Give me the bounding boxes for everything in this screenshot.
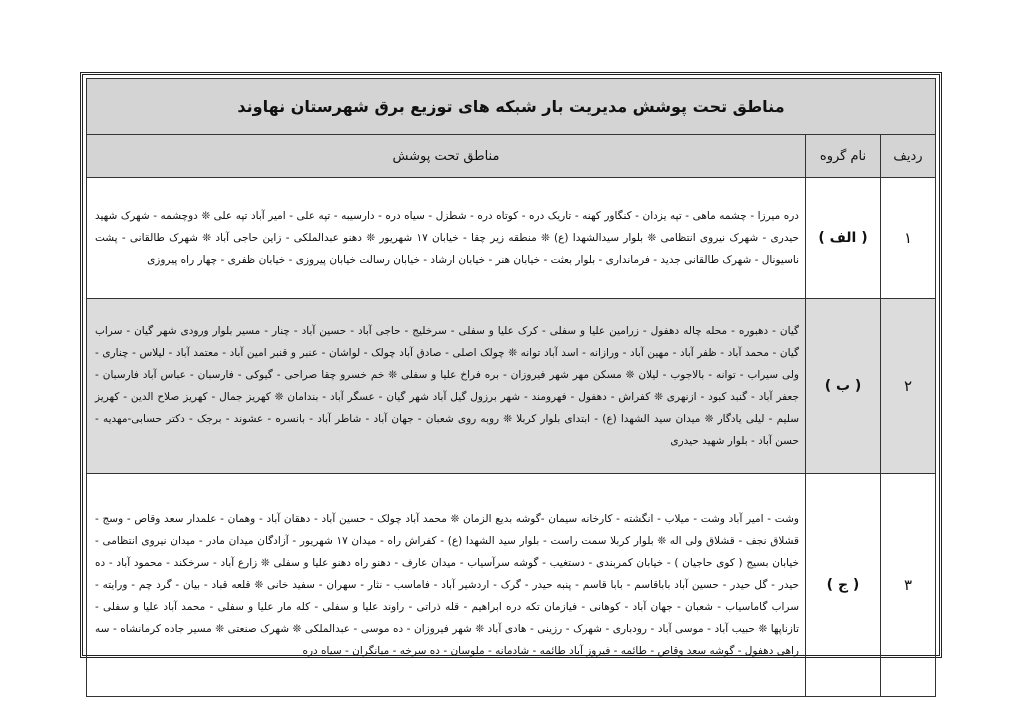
table-row <box>87 178 936 299</box>
table-row <box>87 299 936 474</box>
group-name: ( الف ) <box>806 178 881 299</box>
row-index: ۱ <box>881 178 936 299</box>
row-index: ۳ <box>881 474 936 697</box>
title-row <box>87 79 936 135</box>
header-covered-areas: مناطق تحت پوشش <box>87 135 806 178</box>
covered-areas: دره میرزا - چشمه ماهی - تپه یزدان - کنگاور کهنه - تاریک دره - کوتاه دره - شطزل - سیاه دره - دارسیبه - تپه علی - امیر آباد تپه علی ❊ دوچشمه - شهرک شهید حیدری - شهرک نیروی انتظامی ❊ بلوار سیدالشهدا (ع) ❊ منطقه زیر چقا - خیابان ۱۷ شهریور ❊ دهنو عبدالملکی - زاین حاجی آباد ❊ شهرک طالقانی - پشت ناسیونال - شهرک طالقانی جدید - فرمانداری - بلوار بعثت - خیابان هنر - خیابان ارشاد - خیابان رسالت خیابان پیروزی - خیابان ظفری - چهار راه پیروزی <box>87 178 806 299</box>
group-name: ( ب ) <box>806 299 881 474</box>
covered-areas: گیان - دهبوره - محله چاله دهفول - زرامین علیا و سفلی - کرک علیا و سفلی - سرخلیج - حاجی آباد - حسین آباد - چنار - مسیر بلوار ورودی شهر گیان - سراب گیان - محمد آباد - ظفر آباد - مهین آباد - ورازانه - اسد آباد توانه ❊ چولک اصلی - صادق آباد چولک - لواشان - عنبر و قنبر امین آباد - معتمد آباد - لیلاس - چناری - ولی سیراب - توانه - بالاجوب - لیلان ❊ مسکن مهر شهر فیروزان - بره فراخ علیا و سفلی ❊ خم خسرو چقا صراحی - گیوکی - فارسبان - عباس آباد فارسبان - جعفر آباد - گنبد کبود - ازنهری ❊ کفراش - دهفول - فهرومند - شهر برزول گیل آباد شهر گیان - عسگر آباد - بندامان ❊ کهریز جمال - کهریز صلاح الدین - کهریز سلیم - لیلی یادگار ❊ میدان سید الشهدا (ع) - ابتدای بلوار کربلا ❊ روبه روی شعبان - جهان آباد - شاطر آباد - بانسره - عشوند - برجک - دکتر حسابی-مهدیه - حسن آباد - بلوار شهید حیدری <box>87 299 806 474</box>
header-row <box>87 135 936 178</box>
coverage-table <box>86 78 936 697</box>
header-group-name: نام گروه <box>806 135 881 178</box>
header-row-number: ردیف <box>881 135 936 178</box>
document-frame <box>80 72 942 658</box>
group-name: ( ج ) <box>806 474 881 697</box>
table-row <box>87 474 936 697</box>
table-title: مناطق تحت پوشش مدیریت بار شبکه های توزیع برق شهرستان نهاوند <box>87 79 936 135</box>
covered-areas: وشت - امیر آباد وشت - میلاب - انگشته - کارخانه سیمان -گوشه بدیع الزمان ❊ محمد آباد چولک - حسین آباد - دهقان آباد - وهمان - علمدار سعد وقاص - وسج - قشلاق نجف - قشلاق ولی اله ❊ بلوار کربلا سمت راست - بلوار سید الشهدا (ع) - کفراش راه - میدان ۱۷ شهریور - آزادگان میدان مادر - میدان نیروی انتظامی - خیابان بسیج ( کوی حاجیان ) - خیابان کمربندی - دستغیب - گوشه سرآسیاب - میدان عارف - دهنو راه دهنو علیا و سفلی ❊ زارع آباد - سرخکند - محمود آباد - ده حیدر - گل حیدر - حسین آباد باباقاسم - بابا قاسم - پنبه حیدر - گرک - اردشیر آباد - فاماسب - نثار - سهران - سفید خانی ❊ قلعه قباد - بیان - گرد چم - ورایته - سراب گاماسیاب - شعبان - جهان آباد - کوهانی - فیازمان تکه دره ابراهیم - قله ذراتی - راوند علیا و سفلی - کله مار علیا و سفلی - محمد آباد علیا و سفلی - تازناپها ❊ حبیب آباد - موسی آباد - رودباری - شهرک - رزینی - هادی آباد ❊ شهر فیروزان - ده موسی - عبدالملکی ❊ شهرک صنعتی ❊ مسیر جاده کرمانشاه - سه راهی دهفول - گوشه سعد وقاص - طائمه - فیروز آباد طائمه - شادمانه - ملوسان - ده سرخه - میانگران - سیاه دره <box>87 474 806 697</box>
row-index: ۲ <box>881 299 936 474</box>
